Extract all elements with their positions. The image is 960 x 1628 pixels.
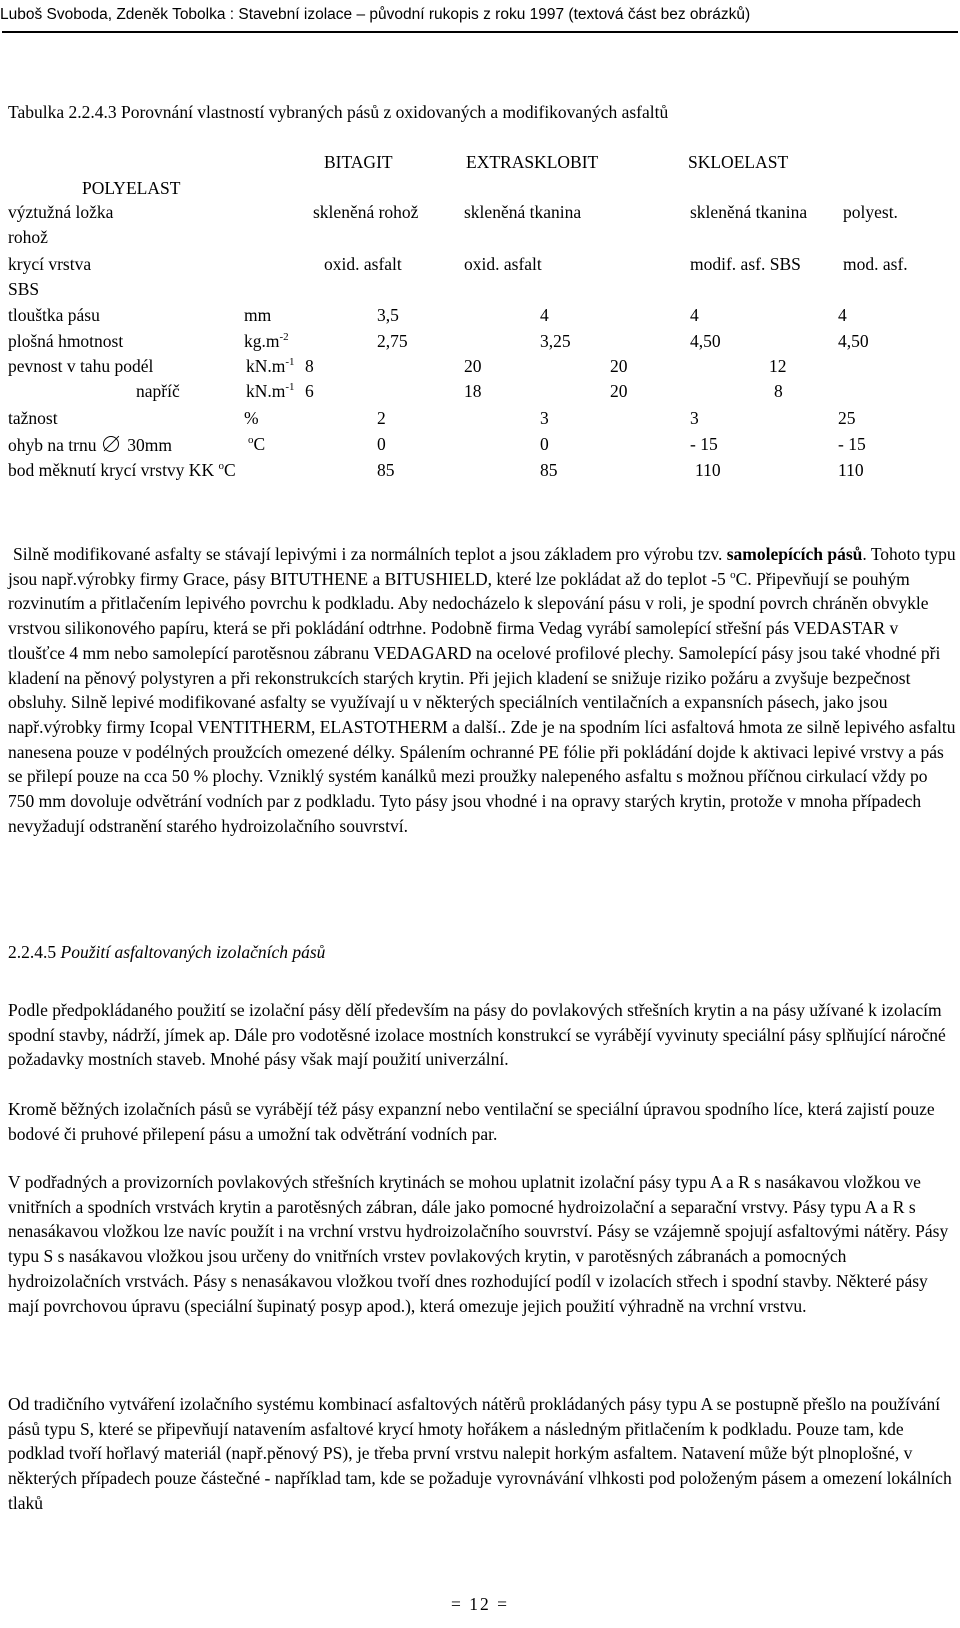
cell-tensile-long-polyelast: 12 xyxy=(769,356,787,376)
paragraph-usage: Podle předpokládaného použití se izolační pásy dělí především na pásy do povlakových střešních krytin a na pásy užívané k izolacím spodní stavby, nádrží, jímek ap. Dále pro vodotěsné izolace mostních konstrukcí se vyrábějí vyvinuty speciální pásy splňující náročné požadavky mostních staveb. Mnohé pásy však mají použití univerzální. xyxy=(8,1000,946,1070)
cell-tensile-trans-polyelast: 8 xyxy=(774,381,783,401)
unit-bend-mandrel: $^o$C xyxy=(248,434,266,454)
cell-tensile-trans-skloelast: 20 xyxy=(610,381,628,401)
paragraph-tradition: Od tradičního vytváření izolačního systému kombinací asfaltových nátěrů prokládaných pásy typu A se postupně přešlo na používání pásů typu S, které se připevňují natavením asfaltové krycí hmoty hořákem a následným přitlačením k podkladu. Pouze tam, kde podklad tvoří hořlavý materiál (např.pěnový PS), je třeba první vrstvu nalepit horkým asfaltem. Natavení může být plnoplošné, v některých případech pouze částečné - například tam, kde se požaduje vyrovnávání vlhkosti pod položeným pásem a omezení lokálních tlaků xyxy=(8,1394,952,1513)
unit-tensile-longitudinal: $kN.m^{-1}$ xyxy=(246,356,295,376)
section-heading: 2.2.4.5 Použití asfaltovaných izolačních pásů xyxy=(8,942,326,962)
cell-elongation-bitagit: 2 xyxy=(377,408,386,428)
cell-softening-polyelast: 110 xyxy=(838,460,864,480)
unit-elongation: % xyxy=(244,408,259,428)
cell-bend-polyelast: - 15 xyxy=(838,434,866,454)
col-header-extrasklobit: EXTRASKLOBIT xyxy=(466,152,599,172)
cell-cover-skloelast: modif. asf. SBS xyxy=(690,254,801,274)
cell-thickness-extrasklobit: 4 xyxy=(540,305,549,325)
row-label-softening-point: bod měknutí krycí vrstvy KK $^o$C xyxy=(8,460,236,480)
row-label-cover-layer: krycí vrstva xyxy=(8,254,92,274)
col-header-polyelast: POLYELAST xyxy=(82,178,181,198)
row-label-tensile-transverse: napříč xyxy=(136,381,180,401)
cell-reinforcement-extrasklobit: skleněná tkanina xyxy=(464,202,582,222)
cell-bend-bitagit: 0 xyxy=(377,434,386,454)
row-label-area-weight: plošná hmotnost xyxy=(8,331,124,351)
cell-elongation-extrasklobit: 3 xyxy=(540,408,549,428)
cell-cover-polyelast-cont: SBS xyxy=(8,279,40,299)
unit-thickness: mm xyxy=(244,305,272,325)
running-header: Luboš Svoboda, Zdeněk Tobolka : Stavební izolace – původní rukopis z roku 1997 (textová část bez obrázků) xyxy=(0,6,751,23)
paragraph-roofing: V podřadných a provizorních povlakových střešních krytinách se mohou uplatnit izolační pásy typu A a R s nasákavou vložkou ve vnitřních a spodních vrstvách krytin a parotěsných zábran, dále jako pomocné hydroizolační a separační vrstvy. Pásy typu A a R s nenasákavou vložkou lze navíc použít i na vrchní vrstvu hydroizolačního souvrství. Pásy se vzájemně spojují asfaltovými nátěry. Pásy typu S s nasákavou vložkou jsou určeny do vnitřních vrstev povlakových krytin, v parotěsných zábranách a pomocných hydroizolačních vrstvách. Pásy s nenasákavou vložkou tvoří dnes rozhodující podíl v izolacích střech i spodní stavby. Některé pásy mají povrchovou úpravu (speciální šupinatý posyp apod.), která omezuje jejich použití výhradně na vrchní vrstvu. xyxy=(8,1172,949,1316)
cell-reinforcement-skloelast: skleněná tkanina xyxy=(690,202,808,222)
paragraph-self-adhesive: Silně modifikované asfalty se stávají lepivými i za normálních teplot a jsou základem pro výrobu tzv. samolepících pásů. Tohoto typu jsou např.výrobky firmy Grace, pásy BITUTHENE a BITUSHIELD, které lze pokládat až do teplot -5 $^o$C. Připevňují se pouhým rozvinutím a přitlačením lepivého povrchu k podkladu. Aby nedocházelo k slepování pásu v roli, je spodní povrch chráněn obvykle vrstvou silikonového papíru, která se při pokládání odtrhne. Podobně firma Vedag vyrábí samolepící střešní pás VEDASTAR v tloušťce 4 mm nebo samolepící parotěsnou zábranu VEDAGARD na ocelové profilové plechy. Samolepící pásy jsou také vhodné při kladení na pěnový polystyren a při rekonstrukcích starých krytin. Při jejich kladení se snižuje riziko požáru a zvyšuje bezpečnost obsluhy. Silně lepivé modifikované asfalty se využívají u v některých speciálních ventilačních a expansních pásech, jako jsou např.výrobky firmy Icopal VENTITHERM, ELASTOTHERM a další.. Zde je na spodním líci asfaltová hmota ze silně lepivého asfaltu nanesena pouze v podélných proužcích omezené délky. Spálením ochranné PE fólie při pokládání dojde k aktivaci lepivé vrstvy a pás se přilepí pouze na cca 50 % plochy. Vzniklý systém kanálků mezi proužky nalepeného asfaltu s možnou příčnou cirkulací vždy po 750 mm dovoluje odvětrání vodních par z podkladu. Tyto pásy jsou vhodné i na opravy starých krytin, protože v mnoha případech nevyžadují odstranění starého hydroizolačního souvrství. xyxy=(8,544,956,836)
cell-tensile-trans-bitagit: 6 xyxy=(305,381,314,401)
cell-softening-skloelast: 110 xyxy=(695,460,721,480)
cell-cover-polyelast: mod. asf. xyxy=(843,254,908,274)
cell-softening-extrasklobit: 85 xyxy=(540,460,558,480)
cell-elongation-skloelast: 3 xyxy=(690,408,699,428)
cell-thickness-bitagit: 3,5 xyxy=(377,305,399,325)
row-label-elongation: tažnost xyxy=(8,408,58,428)
cell-elongation-polyelast: 25 xyxy=(838,408,856,428)
cell-reinforcement-polyelast: polyest. xyxy=(843,202,898,222)
cell-tensile-long-skloelast: 20 xyxy=(610,356,628,376)
paragraph-expansion: Kromě běžných izolačních pásů se vyrábějí též pásy expanzní nebo ventilační se speciální úpravou spodního líce, která zajistí pouze bodové či pruhové přilepení pásu a umožní tak odvětrání vodních par. xyxy=(8,1099,935,1144)
cell-thickness-polyelast: 4 xyxy=(838,305,847,325)
row-label-tensile-longitudinal: pevnost v tahu podél xyxy=(8,356,154,376)
col-header-skloelast: SKLOELAST xyxy=(688,152,789,172)
cell-thickness-skloelast: 4 xyxy=(690,305,699,325)
unit-area-weight: $kg.m^{-2}$ xyxy=(244,331,289,351)
table-caption: Tabulka 2.2.4.3 Porovnání vlastností vybraných pásů z oxidovaných a modifikovaných asfaltů xyxy=(8,102,669,122)
cell-reinforcement-polyelast-cont: rohož xyxy=(8,227,48,247)
header-rule xyxy=(2,31,958,33)
cell-bend-skloelast: - 15 xyxy=(690,434,718,454)
cell-tensile-long-extrasklobit: 20 xyxy=(464,356,482,376)
cell-area-weight-polyelast: 4,50 xyxy=(838,331,869,351)
cell-softening-bitagit: 85 xyxy=(377,460,395,480)
diameter-icon xyxy=(103,436,119,452)
cell-tensile-trans-extrasklobit: 18 xyxy=(464,381,482,401)
cell-area-weight-bitagit: 2,75 xyxy=(377,331,408,351)
row-label-bend-mandrel: ohyb na trnu 30mm xyxy=(8,435,172,455)
cell-area-weight-extrasklobit: 3,25 xyxy=(540,331,571,351)
row-label-thickness: tlouštka pásu xyxy=(8,305,100,325)
cell-cover-bitagit: oxid. asfalt xyxy=(324,254,402,274)
row-label-reinforcement: výztužná ložka xyxy=(8,202,114,222)
page-number: = 12 = xyxy=(451,1594,509,1614)
cell-tensile-long-bitagit: 8 xyxy=(305,356,314,376)
cell-area-weight-skloelast: 4,50 xyxy=(690,331,721,351)
cell-reinforcement-bitagit: skleněná rohož xyxy=(313,202,419,222)
unit-tensile-transverse: $kN.m^{-1}$ xyxy=(246,381,295,401)
col-header-bitagit: BITAGIT xyxy=(324,152,393,172)
cell-cover-extrasklobit: oxid. asfalt xyxy=(464,254,542,274)
cell-bend-extrasklobit: 0 xyxy=(540,434,549,454)
